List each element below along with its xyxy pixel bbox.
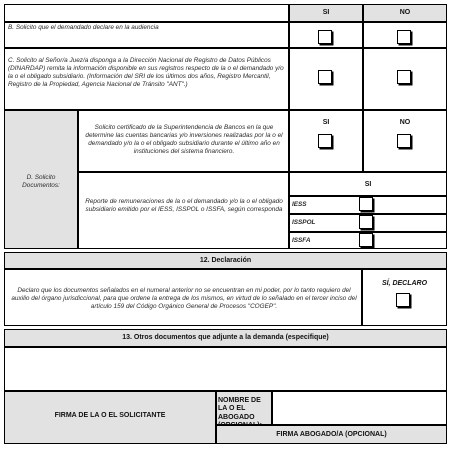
bank-yes-checkbox[interactable] <box>318 134 332 148</box>
lawyer-name-label: NOMBRE DE LA O EL ABOGADO <box>218 397 261 421</box>
item-c-no-checkbox[interactable] <box>397 70 411 84</box>
yes-header: SI <box>322 9 330 16</box>
bank-no-checkbox[interactable] <box>397 134 411 148</box>
isspol-checkbox[interactable] <box>359 215 373 229</box>
section-12-confirm-label: SÍ, DECLARO <box>381 280 428 287</box>
isspol-label: ISSPOL <box>292 219 316 226</box>
item-d-label: D. Solicito Documentos: <box>22 174 60 189</box>
iess-label: IESS <box>292 201 307 208</box>
lawyer-signature-label: FIRMA ABOGADO/A (OPCIONAL) <box>276 431 387 438</box>
item-c-yes-checkbox[interactable] <box>318 70 332 84</box>
section-12-title: 12. Declaración <box>199 257 252 264</box>
item-b-no-checkbox[interactable] <box>397 30 411 44</box>
remuneration-yes-label: SI <box>364 181 372 188</box>
item-b-text: B. Solicito que el demandado declare en la audiencia <box>8 24 159 31</box>
bank-yes-label: SI <box>322 119 330 126</box>
applicant-signature-label: FIRMA DE LA O EL SOLICITANTE <box>54 412 166 419</box>
issfa-label: ISSFA <box>292 237 311 244</box>
no-header: NO <box>399 9 411 16</box>
section-13-title: 13. Otros documentos que adjunte a la demanda (especifique) <box>122 334 329 341</box>
section-12-confirm-checkbox[interactable] <box>396 293 410 307</box>
item-c-text: C. Solicito al Señor/a Juez/a disponga a la Dirección Nacional de Registro de Datos Públicos (DINARDAP) remita la información disponible en sus registros respecto de la o el demandado y/o la o el obligado subsidiario. (Información del SRI de los últimos dos años, Registro Mercantil, Registro de la Propiedad, Agencia Nacional de Tránsito "ANT".) <box>8 57 284 88</box>
header-spacer <box>4 4 289 22</box>
item-b-yes-checkbox[interactable] <box>318 30 332 44</box>
bank-no-label: NO <box>399 119 411 126</box>
iess-checkbox[interactable] <box>359 197 373 211</box>
section-12-statement: Declaro que los documentos señalados en el numeral anterior no se encuentran en mi poder, por lo tanto requiero del auxilio del órgano jurisdiccional, para que ordene la entrega de los mismos, en virtud de lo señalado en el tercer inciso del artículo 159 del Código Orgánico General de Procesos "COGEP". <box>11 287 357 310</box>
section-13-input[interactable] <box>4 347 447 391</box>
bank-request-text: Solicito certificado de la Superintendencia de Bancos en la que determine las cuentas bancarias y/o inversiones realizadas por la o el demandado y/o la o el obligado subsidiario durante el último año en instituciones del sistema financiero. <box>85 124 283 155</box>
issfa-checkbox[interactable] <box>359 233 373 247</box>
remuneration-request-text: Reporte de remuneraciones de la o el demandado y/o la o el obligado subsidiario emitido por el IESS, ISSPOL o ISSFA, según corresponda <box>85 198 283 213</box>
lawyer-name-field[interactable] <box>272 391 447 425</box>
